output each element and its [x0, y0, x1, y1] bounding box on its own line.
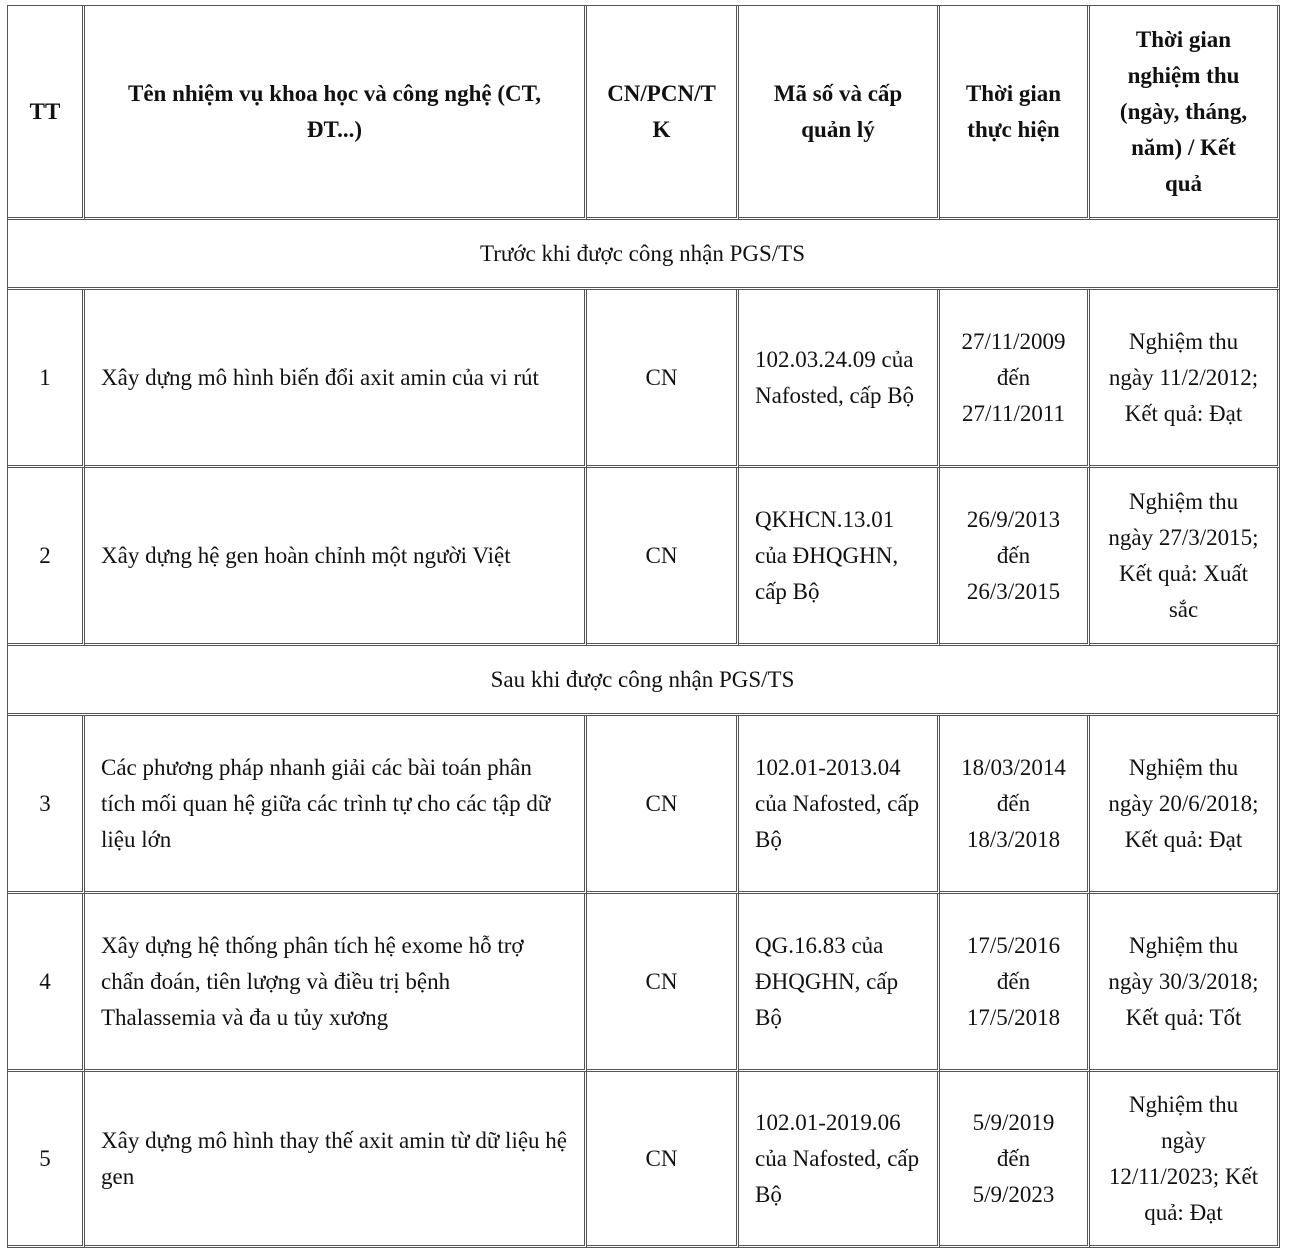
table-row	[8, 468, 1280, 646]
cell-period: 18/03/2014 đến 18/3/2018	[940, 716, 1090, 894]
cell-name: Các phương pháp nhanh giải các bài toán phân tích mối quan hệ giữa các trình tự cho các tập dữ liệu lớn	[85, 716, 587, 894]
header-code: Mã số và cấp quản lý	[739, 6, 940, 220]
header-tt: TT	[8, 6, 85, 220]
cell-code: QKHCN.13.01 của ĐHQGHN, cấp Bộ	[739, 468, 940, 646]
cell-period: 27/11/2009 đến 27/11/2011	[940, 290, 1090, 468]
cell-name: Xây dựng hệ gen hoàn chỉnh một người Việt	[85, 468, 587, 646]
cell-code: 102.01-2019.06 của Nafosted, cấp Bộ	[739, 1072, 940, 1248]
section-title: Trước khi được công nhận PGS/TS	[8, 220, 1280, 290]
cell-result: Nghiệm thu ngày 11/2/2012; Kết quả: Đạt	[1090, 290, 1280, 468]
cell-tt: 5	[8, 1072, 85, 1248]
cell-period: 17/5/2016 đến 17/5/2018	[940, 894, 1090, 1072]
cell-role: CN	[587, 468, 739, 646]
cell-code: QG.16.83 của ĐHQGHN, cấp Bộ	[739, 894, 940, 1072]
section-title: Sau khi được công nhận PGS/TS	[8, 646, 1280, 716]
cell-name: Xây dựng hệ thống phân tích hệ exome hỗ trợ chẩn đoán, tiên lượng và điều trị bệnh Thalassemia và đa u tủy xương	[85, 894, 587, 1072]
cell-code: 102.03.24.09 của Nafosted, cấp Bộ	[739, 290, 940, 468]
table-row	[8, 1072, 1280, 1248]
header-row	[8, 6, 1280, 220]
cell-name: Xây dựng mô hình biến đổi axit amin của vi rút	[85, 290, 587, 468]
cell-name: Xây dựng mô hình thay thế axit amin từ dữ liệu hệ gen	[85, 1072, 587, 1248]
cell-role: CN	[587, 894, 739, 1072]
header-role: CN/PCN/TK	[587, 6, 739, 220]
cell-period: 5/9/2019 đến 5/9/2023	[940, 1072, 1090, 1248]
cell-tt: 1	[8, 290, 85, 468]
cell-result: Nghiệm thu ngày 12/11/2023; Kết quả: Đạt	[1090, 1072, 1280, 1248]
table-row	[8, 716, 1280, 894]
cell-result: Nghiệm thu ngày 27/3/2015; Kết quả: Xuất sắc	[1090, 468, 1280, 646]
cell-role: CN	[587, 716, 739, 894]
cell-role: CN	[587, 1072, 739, 1248]
section-row	[8, 646, 1280, 716]
cell-period: 26/9/2013 đến 26/3/2015	[940, 468, 1090, 646]
header-period: Thời gian thực hiện	[940, 6, 1090, 220]
cell-result: Nghiệm thu ngày 20/6/2018; Kết quả: Đạt	[1090, 716, 1280, 894]
section-row	[8, 220, 1280, 290]
cell-tt: 3	[8, 716, 85, 894]
header-result: Thời gian nghiệm thu (ngày, tháng, năm) / Kết quả	[1090, 6, 1280, 220]
header-name: Tên nhiệm vụ khoa học và công nghệ (CT, ĐT...)	[85, 6, 587, 220]
table-row	[8, 290, 1280, 468]
cell-result: Nghiệm thu ngày 30/3/2018; Kết quả: Tốt	[1090, 894, 1280, 1072]
cell-tt: 4	[8, 894, 85, 1072]
table-row	[8, 894, 1280, 1072]
cell-role: CN	[587, 290, 739, 468]
research-projects-table	[7, 5, 1280, 1248]
table-container	[7, 5, 1280, 1248]
cell-code: 102.01-2013.04 của Nafosted, cấp Bộ	[739, 716, 940, 894]
cell-tt: 2	[8, 468, 85, 646]
